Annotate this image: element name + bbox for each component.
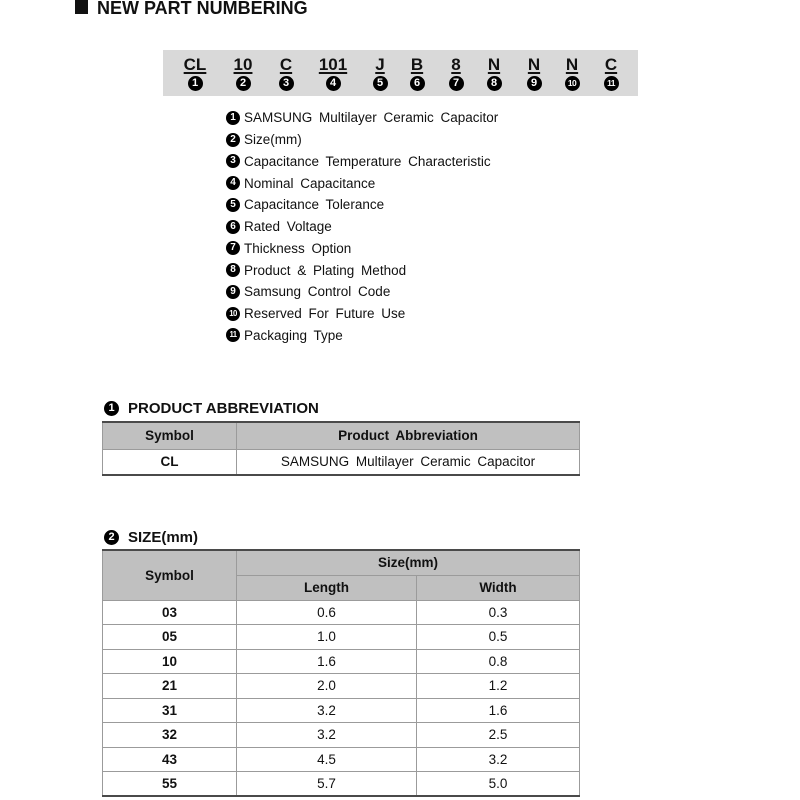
length-cell: 3.2	[237, 723, 417, 748]
legend-item	[226, 259, 498, 281]
legend-number-badge: 5	[226, 198, 240, 212]
segment-code: C	[279, 55, 293, 74]
segment-code: N	[487, 55, 501, 74]
legend-number-badge: 3	[226, 154, 240, 168]
length-cell: 1.6	[237, 649, 417, 674]
legend-label: SAMSUNG Multilayer Ceramic Capacitor	[244, 110, 499, 126]
legend-item	[226, 238, 498, 260]
symbol-cell: 31	[103, 698, 237, 723]
table-row	[103, 772, 580, 797]
segment-number-badge: 1	[188, 76, 203, 91]
width-cell: 0.8	[417, 649, 580, 674]
segment-code: N	[565, 55, 579, 74]
segment-number-badge: 8	[487, 76, 502, 91]
table-row	[103, 449, 580, 475]
symbol-cell: CL	[103, 449, 237, 475]
product-abbreviation-table	[102, 421, 580, 476]
segment-number-badge: 2	[236, 76, 251, 91]
size-heading	[104, 528, 198, 546]
length-cell: 5.7	[237, 772, 417, 797]
symbol-cell: 32	[103, 723, 237, 748]
size-table	[102, 549, 580, 797]
legend-number-badge: 11	[226, 328, 240, 342]
part-number-segment	[266, 50, 306, 96]
description-cell: SAMSUNG Multilayer Ceramic Capacitor	[237, 449, 580, 475]
part-number-legend	[226, 107, 498, 346]
legend-label: Capacitance Temperature Characteristic	[244, 153, 491, 169]
length-cell: 1.0	[237, 625, 417, 650]
segment-code: C	[604, 55, 618, 74]
width-cell: 3.2	[417, 747, 580, 772]
segment-number-badge: 6	[410, 76, 425, 91]
page-title: NEW PART NUMBERING	[97, 0, 308, 18]
legend-item	[226, 172, 498, 194]
legend-label: Rated Voltage	[244, 219, 332, 235]
part-number-segment	[552, 50, 592, 96]
legend-item	[226, 129, 498, 151]
legend-number-badge: 10	[226, 307, 240, 321]
legend-item	[226, 325, 498, 347]
part-number-segment	[474, 50, 514, 96]
symbol-cell: 21	[103, 674, 237, 699]
length-cell: 0.6	[237, 600, 417, 625]
legend-item	[226, 281, 498, 303]
part-number-segment	[591, 50, 631, 96]
column-header-product-abbreviation: Product Abbreviation	[237, 422, 580, 449]
legend-label: Packaging Type	[244, 327, 343, 343]
segment-code: N	[527, 55, 541, 74]
segment-code: B	[410, 55, 424, 74]
table-row	[103, 625, 580, 650]
legend-label: Samsung Control Code	[244, 284, 391, 300]
column-header-symbol: Symbol	[103, 550, 237, 600]
table-row	[103, 674, 580, 699]
part-number-segment	[436, 50, 476, 96]
title-bullet	[75, 0, 88, 14]
width-cell: 1.2	[417, 674, 580, 699]
column-header-symbol: Symbol	[103, 422, 237, 449]
segment-code: 101	[318, 55, 348, 74]
length-cell: 2.0	[237, 674, 417, 699]
table-row	[103, 723, 580, 748]
segment-number-badge: 4	[326, 76, 341, 91]
width-cell: 0.5	[417, 625, 580, 650]
symbol-cell: 05	[103, 625, 237, 650]
section-number-badge: 2	[104, 530, 119, 545]
segment-number-badge: 9	[527, 76, 542, 91]
product-abbreviation-heading	[104, 399, 319, 417]
segment-number-badge: 11	[604, 76, 619, 91]
part-number-segment	[397, 50, 437, 96]
legend-number-badge: 8	[226, 263, 240, 277]
legend-label: Size(mm)	[244, 132, 302, 148]
column-header-width: Width	[417, 575, 580, 600]
legend-label: Product & Plating Method	[244, 262, 407, 278]
legend-number-badge: 6	[226, 220, 240, 234]
legend-item	[226, 194, 498, 216]
table-row	[103, 698, 580, 723]
legend-number-badge: 7	[226, 241, 240, 255]
legend-label: Capacitance Tolerance	[244, 197, 385, 213]
section-title: SIZE(mm)	[128, 528, 199, 546]
segment-code: 8	[451, 55, 461, 74]
segment-code: CL	[183, 55, 207, 74]
legend-label: Reserved For Future Use	[244, 306, 406, 322]
symbol-cell: 55	[103, 772, 237, 797]
legend-label: Nominal Capacitance	[244, 175, 376, 191]
width-cell: 1.6	[417, 698, 580, 723]
table-row	[103, 649, 580, 674]
segment-number-badge: 7	[449, 76, 464, 91]
length-cell: 4.5	[237, 747, 417, 772]
part-number-example	[163, 50, 638, 96]
segment-code: J	[375, 55, 385, 74]
table-header-row	[103, 422, 580, 449]
segment-number-badge: 3	[279, 76, 294, 91]
symbol-cell: 43	[103, 747, 237, 772]
width-cell: 0.3	[417, 600, 580, 625]
segment-number-badge: 5	[373, 76, 388, 91]
legend-number-badge: 1	[226, 111, 240, 125]
width-cell: 2.5	[417, 723, 580, 748]
legend-item	[226, 107, 498, 129]
legend-label: Thickness Option	[244, 240, 352, 256]
symbol-cell: 03	[103, 600, 237, 625]
part-number-segment	[360, 50, 400, 96]
section-title: PRODUCT ABBREVIATION	[128, 399, 319, 417]
column-header-size-group: Size(mm)	[237, 550, 580, 575]
section-number-badge: 1	[104, 401, 119, 416]
table-header-row	[103, 550, 580, 575]
part-number-segment	[223, 50, 263, 96]
segment-code: 10	[233, 55, 253, 74]
legend-number-badge: 4	[226, 176, 240, 190]
table-row	[103, 747, 580, 772]
part-number-segment	[175, 50, 215, 96]
table-row	[103, 600, 580, 625]
width-cell: 5.0	[417, 772, 580, 797]
legend-item	[226, 216, 498, 238]
length-cell: 3.2	[237, 698, 417, 723]
symbol-cell: 10	[103, 649, 237, 674]
legend-number-badge: 2	[226, 133, 240, 147]
part-number-segment	[514, 50, 554, 96]
column-header-length: Length	[237, 575, 417, 600]
legend-item	[226, 303, 498, 325]
part-number-segment	[313, 50, 353, 96]
segment-number-badge: 10	[565, 76, 580, 91]
legend-number-badge: 9	[226, 285, 240, 299]
legend-item	[226, 151, 498, 173]
